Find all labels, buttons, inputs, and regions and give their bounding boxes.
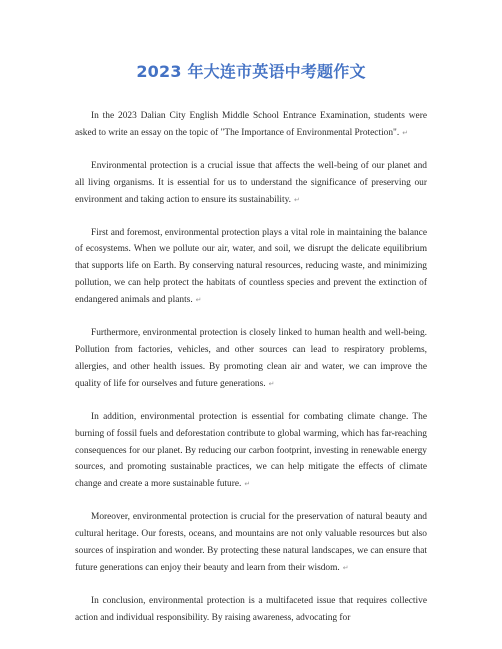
paragraph-text: Furthermore, environmental protection is closely linked to human health and well-being. Pollution from factories, vehicles, and other sources can lead to respiratory problems, allergies, and other health issues. By promoting clean air and water, we can improve the quality of life for ourselves and future generations.	[75, 328, 427, 389]
paragraph-mark-icon: ↵	[244, 480, 251, 489]
paragraph-text: Moreover, environmental protection is crucial for the preservation of natural beauty and cultural heritage. Our forests, oceans, and mountains are not only valuable resources but also sources of inspiration and wonder. By protecting these natural landscapes, we can ensure that future generations can enjoy their beauty and learn from their wisdom.	[75, 512, 427, 573]
paragraph-text: In conclusion, environmental protection is a multifaceted issue that requires collective action and individual responsibility. By raising awareness, advocating for	[75, 595, 427, 623]
paragraph-mark-icon: ↵	[195, 296, 202, 305]
paragraph-heritage	[75, 509, 427, 577]
paragraph-mark-icon: ↵	[294, 195, 300, 204]
paragraph-health	[75, 325, 427, 393]
document-title: 2023 年大连市英语中考题作文	[136, 62, 366, 81]
paragraph-text: Environmental protection is a crucial issue that affects the well-being of our planet and all living organisms. It is essential for us to understand the significance of preserving our environment and taking action to ensure its sustainability.	[75, 160, 427, 205]
paragraph-ecosystems	[75, 225, 427, 310]
paragraph-mark-icon: ↵	[402, 128, 409, 137]
paragraph-intro	[75, 108, 427, 142]
paragraph-text: In addition, environmental protection is essential for combating climate change. The burning of fossil fuels and deforestation contribute to global warming, which has far-reaching consequences for our planet. By reducing our carbon footprint, investing in renewable energy sources, and promoting sustainable practices, we can help mitigate the effects of climate change and create a more sustainable future.	[75, 411, 427, 490]
paragraph-text: In the 2023 Dalian City English Middle School Entrance Examination, students were asked to write an essay on the topic of "The Importance of Environmental Protection".	[75, 111, 427, 138]
paragraph-climate	[75, 409, 427, 494]
paragraph-text: First and foremost, environmental protection plays a vital role in maintaining the balance of ecosystems. When we pollute our air, water, and soil, we disrupt the delicate equilibrium that supports life on Earth. By conserving natural resources, reducing waste, and minimizing pollution, we can help protect the habitats of countless species and prevent the extinction of endangered animals and plants.	[75, 227, 427, 306]
paragraph-mark-icon: ↵	[268, 379, 275, 388]
paragraph-mark-icon: ↵	[342, 563, 349, 572]
paragraph-importance	[75, 158, 427, 209]
paragraph-conclusion	[75, 593, 427, 627]
